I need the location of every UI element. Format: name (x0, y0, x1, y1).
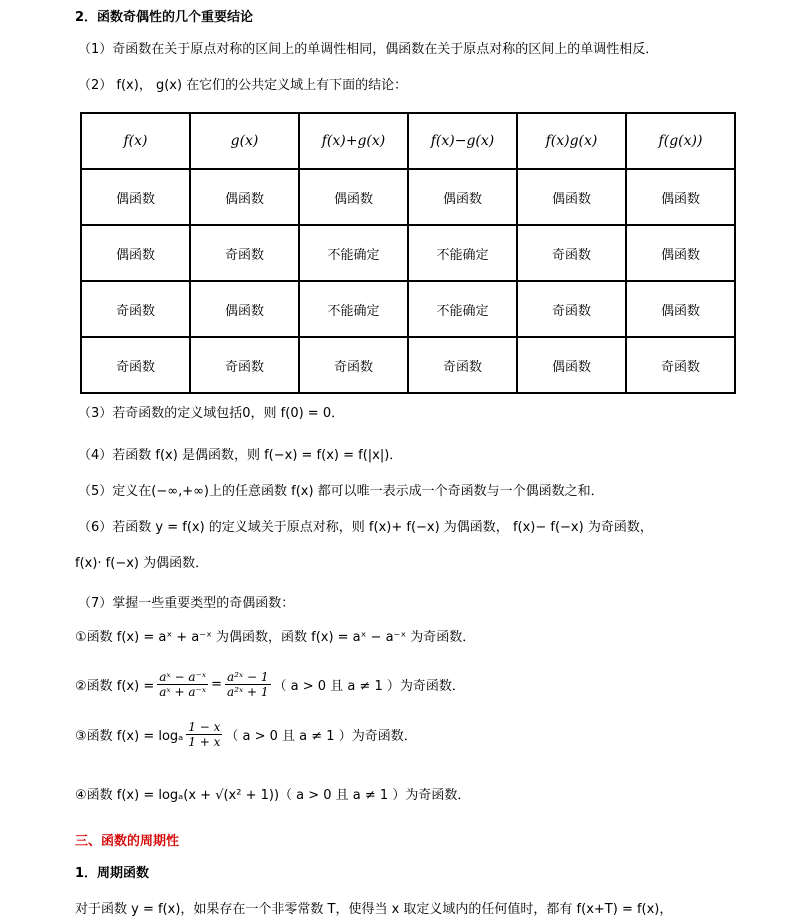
table-header-cell: f(x) (81, 113, 190, 169)
conclusion-2: （2） f(x)， g(x) 在它们的公共定义域上有下面的结论： (78, 78, 408, 93)
table-cell: 奇函数 (190, 337, 299, 393)
section2-title: 2．函数奇偶性的几个重要结论 (75, 10, 254, 25)
equals-sign: = (211, 677, 222, 692)
conclusion-1: （1）奇函数在关于原点对称的区间上的单调性相同，偶函数在关于原点对称的区间上的单调性相反． (78, 42, 659, 57)
table-cell: 偶函数 (81, 225, 190, 281)
conclusion-7: （7）掌握一些重要类型的奇偶函数： (78, 596, 295, 611)
conclusion-6: （6）若函数 y = f(x) 的定义域关于原点对称，则 f(x)+ f(−x) 为偶函数， f(x)− f(−x) 为奇函数， (78, 520, 653, 535)
table-row (81, 169, 735, 225)
table-cell: 奇函数 (81, 337, 190, 393)
table-cell: 偶函数 (190, 281, 299, 337)
table-cell: 不能确定 (408, 225, 517, 281)
example-2-prefix: ②函数 f(x) = (75, 679, 155, 694)
table-header-cell: g(x) (190, 113, 299, 169)
table-header-cell: f(x)−g(x) (408, 113, 517, 169)
periodic-definition: 对于函数 y = f(x)，如果存在一个非零常数 T，使得当 x 取定义域内的任何值时，都有 f(x+T) = f(x)， (75, 902, 673, 917)
example-3-prefix: ③函数 f(x) = logₐ (75, 729, 184, 744)
table-cell: 奇函数 (408, 337, 517, 393)
table-row (81, 337, 735, 393)
section3-title: 三、函数的周期性 (75, 834, 180, 849)
table-cell: 偶函数 (299, 169, 408, 225)
fraction-denominator: aˣ + a⁻ˣ (159, 685, 207, 699)
example-2-suffix: （ a > 0 且 a ≠ 1 ）为奇函数． (273, 679, 465, 694)
example-2 (75, 670, 465, 699)
table-cell: 偶函数 (408, 169, 517, 225)
table-cell: 奇函数 (81, 281, 190, 337)
conclusion-4: （4）若函数 f(x) 是偶函数，则 f(−x) = f(x) = f(|x|)． (78, 448, 403, 463)
example-4: ④函数 f(x) = logₐ(x + √(x² + 1))（ a > 0 且 a ≠ 1 ）为奇函数． (75, 788, 471, 803)
parity-table (80, 112, 736, 394)
table-row (81, 281, 735, 337)
fraction-numerator: aˣ − a⁻ˣ (159, 670, 207, 684)
table-cell: 奇函数 (517, 225, 626, 281)
conclusion-6-cont: f(x)· f(−x) 为偶函数． (75, 556, 209, 571)
table-cell: 奇函数 (299, 337, 408, 393)
table-cell: 奇函数 (517, 281, 626, 337)
table-cell: 不能确定 (299, 281, 408, 337)
example-3 (75, 720, 417, 749)
table-row (81, 225, 735, 281)
table-cell: 偶函数 (190, 169, 299, 225)
table-cell: 偶函数 (517, 169, 626, 225)
fraction-denominator: a²ˣ + 1 (227, 685, 269, 699)
table-header-cell: f(g(x)) (626, 113, 735, 169)
fraction-numerator: 1 − x (188, 720, 221, 734)
table-header-cell: f(x)g(x) (517, 113, 626, 169)
table-cell: 不能确定 (408, 281, 517, 337)
table-cell: 偶函数 (81, 169, 190, 225)
table-cell: 奇函数 (626, 337, 735, 393)
table-header-cell: f(x)+g(x) (299, 113, 408, 169)
table-cell: 偶函数 (517, 337, 626, 393)
fraction-numerator: a²ˣ − 1 (227, 670, 269, 684)
table-cell: 不能确定 (299, 225, 408, 281)
table-cell: 偶函数 (626, 225, 735, 281)
example-2-fraction-2 (225, 670, 271, 699)
conclusion-3: （3）若奇函数的定义域包括0，则 f(0) = 0． (78, 406, 345, 421)
table-cell: 奇函数 (190, 225, 299, 281)
example-1: ①函数 f(x) = aˣ + a⁻ˣ 为偶函数，函数 f(x) = aˣ − a⁻ˣ 为奇函数． (75, 630, 476, 645)
example-3-fraction (186, 720, 222, 749)
fraction-denominator: 1 + x (188, 735, 221, 749)
table-cell: 偶函数 (626, 281, 735, 337)
example-2-fraction-1 (157, 670, 208, 699)
example-3-suffix: （ a > 0 且 a ≠ 1 ）为奇函数． (225, 729, 417, 744)
table-header-row (81, 113, 735, 169)
table-cell: 偶函数 (626, 169, 735, 225)
conclusion-5: （5）定义在(−∞,+∞)上的任意函数 f(x) 都可以唯一表示成一个奇函数与一个偶函数之和． (78, 484, 604, 499)
periodic-function-title: 1．周期函数 (75, 866, 150, 881)
